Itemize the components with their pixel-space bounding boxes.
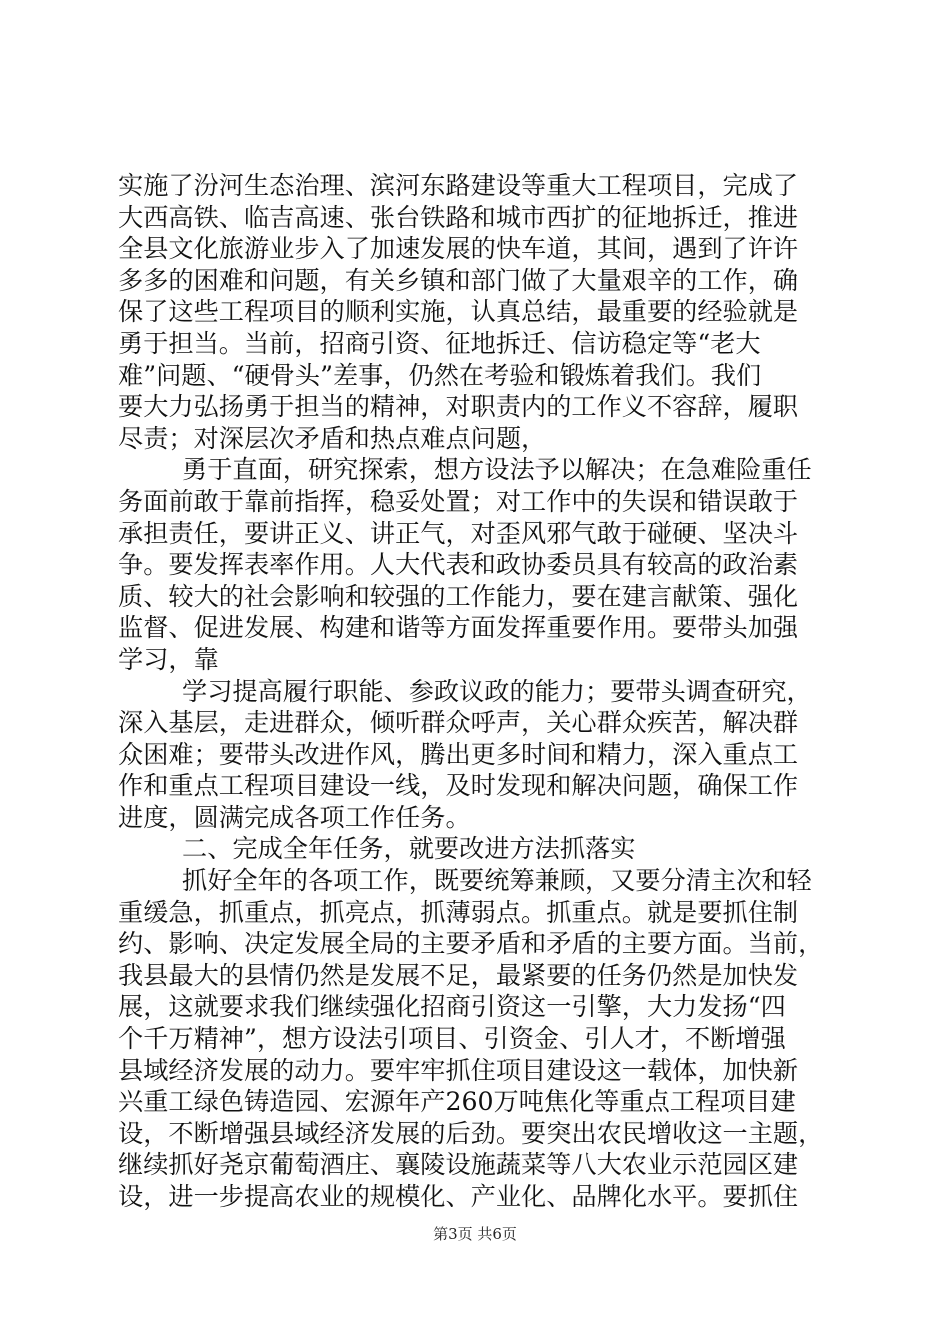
text-line: 深入基层，走进群众，倾听群众呼声，关心群众疾苦，解决群	[118, 708, 799, 738]
text-line: 学习，靠	[118, 644, 219, 674]
text-line: 县域经济发展的动力。要牢牢抓住项目建设这一载体，加快新	[118, 1055, 799, 1085]
text-line: 保了这些工程项目的顺利实施，认真总结，最重要的经验就是	[118, 297, 799, 327]
text-line: 设，进一步提高农业的规模化、产业化、品牌化水平。要抓住	[118, 1182, 799, 1211]
text-line: 务面前敢于靠前指挥，稳妥处置；对工作中的失误和错误敢于	[118, 486, 799, 516]
text-line: 个千万精神”，想方设法引项目、引资金、引人才，不断增强	[118, 1024, 786, 1054]
text-line: 全县文化旅游业步入了加速发展的快车道，其间，遇到了许许	[118, 234, 799, 264]
text-line: 多多的困难和问题，有关乡镇和部门做了大量艰辛的工作，确	[118, 265, 799, 295]
text-line: 二、完成全年任务，就要改进方法抓落实	[182, 834, 636, 864]
page-footer: 第3页 共6页	[433, 1225, 517, 1243]
text-line: 约、影响、决定发展全局的主要矛盾和矛盾的主要方面。当前，	[118, 929, 824, 959]
text-line: 实施了汾河生态治理、滨河东路建设等重大工程项目，完成了	[118, 171, 799, 200]
document-body	[118, 170, 838, 1213]
text-line: 展，这就要求我们继续强化招商引资这一引擎，大力发扬“四	[118, 992, 786, 1022]
text-line: 大西高铁、临吉高速、张台铁路和城市西扩的征地拆迁，推进	[118, 202, 799, 232]
text-line: 我县最大的县情仍然是发展不足，最紧要的任务仍然是加快发	[118, 960, 799, 990]
text-line: 兴重工绿色铸造园、宏源年产260万吨焦化等重点工程项目建	[118, 1087, 796, 1117]
text-line: 作和重点工程项目建设一线，及时发现和解决问题，确保工作	[118, 771, 799, 801]
text-line: 尽责；对深层次矛盾和热点难点问题，	[118, 423, 547, 453]
text-line: 要大力弘扬勇于担当的精神，对职责内的工作义不容辞，履职	[118, 392, 799, 422]
text-line: 勇于担当。当前，招商引资、征地拆迁、信访稳定等“老大	[118, 328, 761, 358]
text-line: 争。要发挥表率作用。人大代表和政协委员具有较高的政治素	[118, 550, 799, 580]
text-line: 继续抓好尧京葡萄酒庄、襄陵设施蔬菜等八大农业示范园区建	[118, 1150, 799, 1180]
text-line: 重缓急，抓重点，抓亮点，抓薄弱点。抓重点。就是要抓住制	[118, 897, 799, 927]
text-line: 进度，圆满完成各项工作任务。	[118, 802, 471, 832]
text-line: 众困难；要带头改进作风，腾出更多时间和精力，深入重点工	[118, 739, 799, 769]
text-line: 监督、促进发展、构建和谐等方面发挥重要作用。要带头加强	[118, 613, 799, 643]
text-line: 难”问题、“硬骨头”差事，仍然在考验和锻炼着我们。我们	[118, 360, 762, 390]
text-line: 学习提高履行职能、参政议政的能力；要带头调查研究，	[182, 676, 812, 706]
text-line: 抓好全年的各项工作，既要统筹兼顾，又要分清主次和轻	[182, 866, 812, 896]
text-line: 承担责任，要讲正义、讲正气，对歪风邪气敢于碰硬、坚决斗	[118, 518, 799, 548]
text-line: 勇于直面，研究探索，想方设法予以解决；在急难险重任	[182, 455, 812, 485]
text-line: 质、较大的社会影响和较强的工作能力，要在建言献策、强化	[118, 581, 799, 611]
text-line: 设，不断增强县域经济发展的后劲。要突出农民增收这一主题，	[118, 1118, 824, 1148]
